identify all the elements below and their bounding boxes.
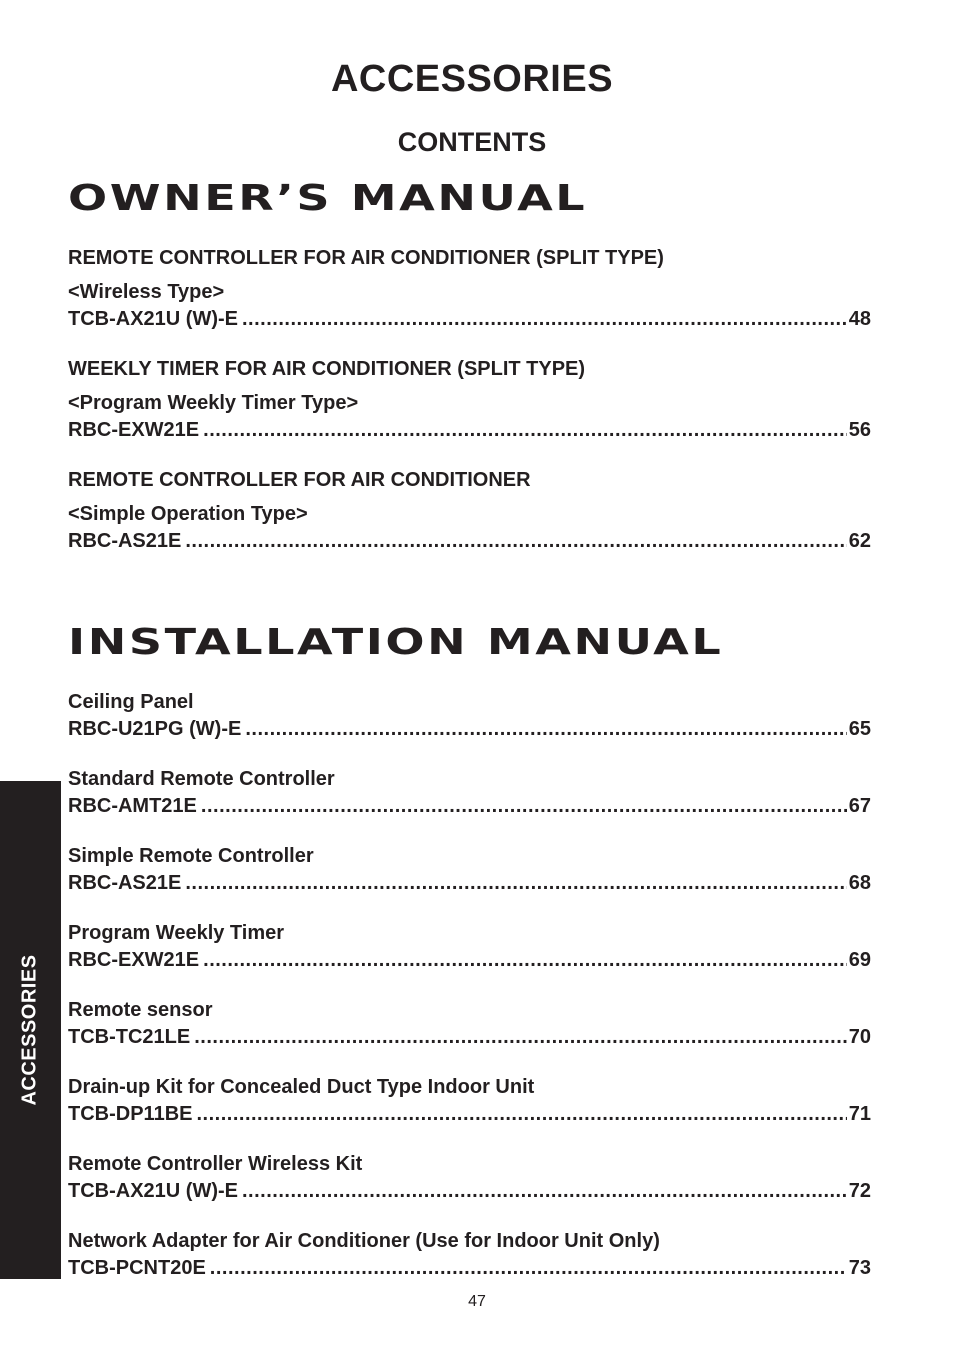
entry-type: <Wireless Type> (68, 281, 225, 303)
toc-entry (68, 997, 871, 1051)
entry-name: Remote sensor (68, 999, 213, 1021)
toc-entry (68, 1074, 871, 1128)
toc-line[interactable] (68, 1101, 871, 1128)
entry-category: REMOTE CONTROLLER FOR AIR CONDITIONER (SPLIT TYPE) (68, 247, 664, 269)
toc-line[interactable] (68, 528, 871, 555)
toc-entry (68, 467, 871, 555)
entry-page-number: 65 (848, 718, 871, 740)
dot-leader (185, 528, 846, 555)
entry-model: TCB-TC21LE (68, 1026, 191, 1048)
entry-page-number: 62 (848, 530, 871, 552)
entry-model: RBC-U21PG (W)-E (68, 718, 242, 740)
entry-page-number: 68 (848, 872, 871, 894)
toc-line[interactable] (68, 870, 871, 897)
dot-leader (185, 870, 846, 897)
toc-entry (68, 245, 871, 333)
dot-leader (196, 1101, 846, 1128)
entry-page-number: 56 (848, 419, 871, 441)
toc-line[interactable] (68, 1024, 871, 1051)
toc-line[interactable] (68, 1178, 871, 1205)
entry-name: Network Adapter for Air Conditioner (Use for Indoor Unit Only) (68, 1230, 660, 1252)
dot-leader (210, 1255, 847, 1282)
installation-manual-heading: INSTALLATION MANUAL (68, 622, 724, 663)
entry-type: <Simple Operation Type> (68, 503, 308, 525)
dot-leader (203, 417, 847, 444)
entry-model: TCB-AX21U (W)-E (68, 1180, 238, 1202)
entry-model: TCB-PCNT20E (68, 1257, 206, 1279)
entry-name: Program Weekly Timer (68, 922, 285, 944)
entry-page-number: 71 (848, 1103, 871, 1125)
entry-page-number: 73 (848, 1257, 871, 1279)
side-tab-label: ACCESSORIES (18, 954, 41, 1106)
dot-leader (203, 947, 847, 974)
toc-line[interactable] (68, 306, 871, 333)
entry-name: Ceiling Panel (68, 691, 194, 713)
toc-line[interactable] (68, 1255, 871, 1282)
entry-model: TCB-DP11BE (68, 1103, 193, 1125)
entry-category: WEEKLY TIMER FOR AIR CONDITIONER (SPLIT TYPE) (68, 358, 586, 380)
dot-leader (194, 1024, 847, 1051)
entry-model: RBC-AS21E (68, 530, 182, 552)
entry-category: REMOTE CONTROLLER FOR AIR CONDITIONER (68, 469, 531, 491)
toc-line[interactable] (68, 793, 871, 820)
toc-entry (68, 689, 871, 743)
entry-name: Standard Remote Controller (68, 768, 335, 790)
entry-model: RBC-AMT21E (68, 795, 197, 817)
owners-manual-heading: OWNER’S MANUAL (68, 178, 588, 219)
dot-leader (245, 716, 846, 743)
toc-line[interactable] (68, 417, 871, 444)
contents-title: CONTENTS (397, 127, 547, 157)
entry-name: Drain-up Kit for Concealed Duct Type Indoor Unit (68, 1076, 535, 1098)
toc-entry (68, 766, 871, 820)
entry-page-number: 48 (848, 308, 871, 330)
toc-entry (68, 1228, 871, 1282)
toc-entry (68, 1151, 871, 1205)
entry-name: Remote Controller Wireless Kit (68, 1153, 363, 1175)
dot-leader (242, 306, 847, 333)
toc-entry (68, 843, 871, 897)
dot-leader (242, 1178, 847, 1205)
entry-page-number: 70 (848, 1026, 871, 1048)
toc-entry (68, 920, 871, 974)
toc-line[interactable] (68, 947, 871, 974)
entry-page-number: 67 (848, 795, 871, 817)
entry-model: RBC-EXW21E (68, 949, 200, 971)
toc-line[interactable] (68, 716, 871, 743)
page-title: ACCESSORIES (330, 58, 614, 100)
entry-model: RBC-EXW21E (68, 419, 200, 441)
toc-entry (68, 356, 871, 444)
entry-name: Simple Remote Controller (68, 845, 314, 867)
entry-model: TCB-AX21U (W)-E (68, 308, 238, 330)
entry-type: <Program Weekly Timer Type> (68, 392, 359, 414)
entry-page-number: 69 (848, 949, 871, 971)
dot-leader (201, 793, 847, 820)
entry-model: RBC-AS21E (68, 872, 182, 894)
entry-page-number: 72 (848, 1180, 871, 1202)
page-number: 47 (468, 1293, 486, 1310)
